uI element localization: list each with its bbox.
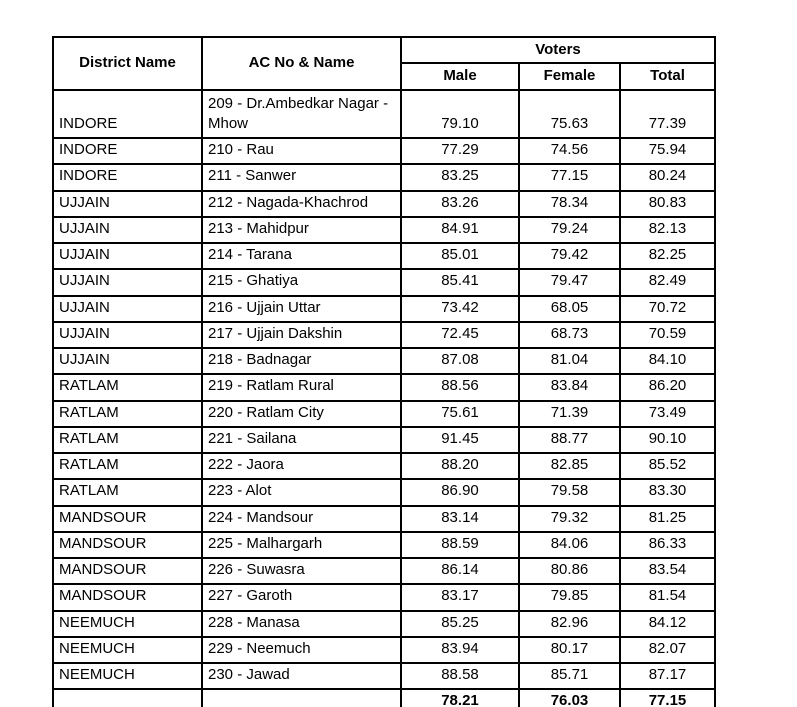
district-cell: UJJAIN bbox=[53, 243, 202, 269]
ac-cell: 219 - Ratlam Rural bbox=[202, 374, 401, 400]
district-cell: UJJAIN bbox=[53, 191, 202, 217]
district-cell: RATLAM bbox=[53, 479, 202, 505]
ac-cell: 224 - Mandsour bbox=[202, 506, 401, 532]
district-cell: NEEMUCH bbox=[53, 637, 202, 663]
male-cell: 83.25 bbox=[401, 164, 519, 190]
male-cell: 87.08 bbox=[401, 348, 519, 374]
district-cell: UJJAIN bbox=[53, 322, 202, 348]
female-cell: 82.85 bbox=[519, 453, 620, 479]
female-cell: 79.42 bbox=[519, 243, 620, 269]
male-cell: 88.20 bbox=[401, 453, 519, 479]
total-cell: 90.10 bbox=[620, 427, 715, 453]
female-cell: 80.17 bbox=[519, 637, 620, 663]
district-cell: MANDSOUR bbox=[53, 584, 202, 610]
total-cell: 82.07 bbox=[620, 637, 715, 663]
district-cell: INDORE bbox=[53, 90, 202, 138]
male-cell: 73.42 bbox=[401, 296, 519, 322]
male-cell: 83.94 bbox=[401, 637, 519, 663]
header-female: Female bbox=[519, 63, 620, 90]
header-group-row bbox=[53, 37, 715, 63]
ac-cell: 218 - Badnagar bbox=[202, 348, 401, 374]
total-cell: 77.39 bbox=[620, 90, 715, 138]
male-cell: 79.10 bbox=[401, 90, 519, 138]
male-cell: 83.26 bbox=[401, 191, 519, 217]
female-cell: 85.71 bbox=[519, 663, 620, 689]
ac-cell: 221 - Sailana bbox=[202, 427, 401, 453]
total-cell: 83.30 bbox=[620, 479, 715, 505]
ac-cell: 215 - Ghatiya bbox=[202, 269, 401, 295]
ac-cell: 213 - Mahidpur bbox=[202, 217, 401, 243]
header-voters: Voters bbox=[401, 37, 715, 63]
header-total: Total bbox=[620, 63, 715, 90]
table-row bbox=[53, 506, 715, 532]
total-cell: 75.94 bbox=[620, 138, 715, 164]
ac-cell: 230 - Jawad bbox=[202, 663, 401, 689]
summary-row bbox=[53, 689, 715, 707]
male-cell: 84.91 bbox=[401, 217, 519, 243]
district-cell: UJJAIN bbox=[53, 217, 202, 243]
district-cell: UJJAIN bbox=[53, 296, 202, 322]
district-cell: RATLAM bbox=[53, 401, 202, 427]
table-row bbox=[53, 296, 715, 322]
male-cell: 85.01 bbox=[401, 243, 519, 269]
male-cell: 85.25 bbox=[401, 611, 519, 637]
male-cell: 77.29 bbox=[401, 138, 519, 164]
table-row bbox=[53, 584, 715, 610]
total-cell: 81.25 bbox=[620, 506, 715, 532]
summary-total-cell: 77.15 bbox=[620, 689, 715, 707]
table-row bbox=[53, 611, 715, 637]
table-row bbox=[53, 479, 715, 505]
female-cell: 74.56 bbox=[519, 138, 620, 164]
table-row bbox=[53, 374, 715, 400]
voters-table bbox=[52, 36, 716, 707]
ac-cell: 227 - Garoth bbox=[202, 584, 401, 610]
ac-cell: 214 - Tarana bbox=[202, 243, 401, 269]
ac-cell: 209 - Dr.Ambedkar Nagar - Mhow bbox=[202, 90, 401, 138]
table-row bbox=[53, 558, 715, 584]
table-row bbox=[53, 401, 715, 427]
male-cell: 75.61 bbox=[401, 401, 519, 427]
female-cell: 79.58 bbox=[519, 479, 620, 505]
total-cell: 73.49 bbox=[620, 401, 715, 427]
district-cell: RATLAM bbox=[53, 427, 202, 453]
ac-cell: 226 - Suwasra bbox=[202, 558, 401, 584]
total-cell: 82.25 bbox=[620, 243, 715, 269]
male-cell: 91.45 bbox=[401, 427, 519, 453]
female-cell: 81.04 bbox=[519, 348, 620, 374]
female-cell: 75.63 bbox=[519, 90, 620, 138]
male-cell: 85.41 bbox=[401, 269, 519, 295]
male-cell: 86.14 bbox=[401, 558, 519, 584]
ac-cell: 229 - Neemuch bbox=[202, 637, 401, 663]
ac-cell: 225 - Malhargarh bbox=[202, 532, 401, 558]
table-header bbox=[53, 37, 715, 90]
table-row bbox=[53, 532, 715, 558]
female-cell: 68.73 bbox=[519, 322, 620, 348]
female-cell: 84.06 bbox=[519, 532, 620, 558]
table-row bbox=[53, 138, 715, 164]
male-cell: 83.14 bbox=[401, 506, 519, 532]
male-cell: 88.58 bbox=[401, 663, 519, 689]
ac-cell: 211 - Sanwer bbox=[202, 164, 401, 190]
ac-cell: 223 - Alot bbox=[202, 479, 401, 505]
female-cell: 79.32 bbox=[519, 506, 620, 532]
female-cell: 79.24 bbox=[519, 217, 620, 243]
district-cell: NEEMUCH bbox=[53, 611, 202, 637]
total-cell: 70.72 bbox=[620, 296, 715, 322]
female-cell: 68.05 bbox=[519, 296, 620, 322]
district-cell: UJJAIN bbox=[53, 348, 202, 374]
female-cell: 83.84 bbox=[519, 374, 620, 400]
female-cell: 78.34 bbox=[519, 191, 620, 217]
male-cell: 88.59 bbox=[401, 532, 519, 558]
table-row bbox=[53, 637, 715, 663]
district-cell: INDORE bbox=[53, 164, 202, 190]
male-cell: 72.45 bbox=[401, 322, 519, 348]
female-cell: 71.39 bbox=[519, 401, 620, 427]
district-cell: MANDSOUR bbox=[53, 532, 202, 558]
ac-cell: 216 - Ujjain Uttar bbox=[202, 296, 401, 322]
ac-cell: 228 - Manasa bbox=[202, 611, 401, 637]
district-cell: RATLAM bbox=[53, 453, 202, 479]
table-row bbox=[53, 90, 715, 138]
total-cell: 87.17 bbox=[620, 663, 715, 689]
district-cell: MANDSOUR bbox=[53, 558, 202, 584]
total-cell: 81.54 bbox=[620, 584, 715, 610]
total-cell: 86.20 bbox=[620, 374, 715, 400]
table-row bbox=[53, 427, 715, 453]
header-ac-no-name: AC No & Name bbox=[202, 37, 401, 90]
table-row bbox=[53, 217, 715, 243]
district-cell: NEEMUCH bbox=[53, 663, 202, 689]
district-cell: RATLAM bbox=[53, 374, 202, 400]
total-cell: 84.10 bbox=[620, 348, 715, 374]
header-district-name: District Name bbox=[53, 37, 202, 90]
male-cell: 88.56 bbox=[401, 374, 519, 400]
summary-male-cell: 78.21 bbox=[401, 689, 519, 707]
table-row bbox=[53, 663, 715, 689]
total-cell: 80.83 bbox=[620, 191, 715, 217]
summary-ac-cell bbox=[202, 689, 401, 707]
total-cell: 84.12 bbox=[620, 611, 715, 637]
summary-district-cell bbox=[53, 689, 202, 707]
total-cell: 82.49 bbox=[620, 269, 715, 295]
male-cell: 83.17 bbox=[401, 584, 519, 610]
ac-cell: 210 - Rau bbox=[202, 138, 401, 164]
female-cell: 82.96 bbox=[519, 611, 620, 637]
female-cell: 77.15 bbox=[519, 164, 620, 190]
table-footer bbox=[53, 689, 715, 707]
ac-cell: 220 - Ratlam City bbox=[202, 401, 401, 427]
total-cell: 82.13 bbox=[620, 217, 715, 243]
male-cell: 86.90 bbox=[401, 479, 519, 505]
district-cell: INDORE bbox=[53, 138, 202, 164]
ac-cell: 217 - Ujjain Dakshin bbox=[202, 322, 401, 348]
table-row bbox=[53, 269, 715, 295]
total-cell: 70.59 bbox=[620, 322, 715, 348]
table-row bbox=[53, 243, 715, 269]
ac-cell: 212 - Nagada-Khachrod bbox=[202, 191, 401, 217]
ac-cell: 222 - Jaora bbox=[202, 453, 401, 479]
table-row bbox=[53, 348, 715, 374]
district-cell: UJJAIN bbox=[53, 269, 202, 295]
total-cell: 85.52 bbox=[620, 453, 715, 479]
table-row bbox=[53, 453, 715, 479]
table-row bbox=[53, 164, 715, 190]
table-row bbox=[53, 322, 715, 348]
total-cell: 86.33 bbox=[620, 532, 715, 558]
total-cell: 83.54 bbox=[620, 558, 715, 584]
female-cell: 80.86 bbox=[519, 558, 620, 584]
district-cell: MANDSOUR bbox=[53, 506, 202, 532]
female-cell: 79.47 bbox=[519, 269, 620, 295]
summary-female-cell: 76.03 bbox=[519, 689, 620, 707]
header-male: Male bbox=[401, 63, 519, 90]
female-cell: 79.85 bbox=[519, 584, 620, 610]
table-row bbox=[53, 191, 715, 217]
total-cell: 80.24 bbox=[620, 164, 715, 190]
table-body bbox=[53, 90, 715, 689]
female-cell: 88.77 bbox=[519, 427, 620, 453]
